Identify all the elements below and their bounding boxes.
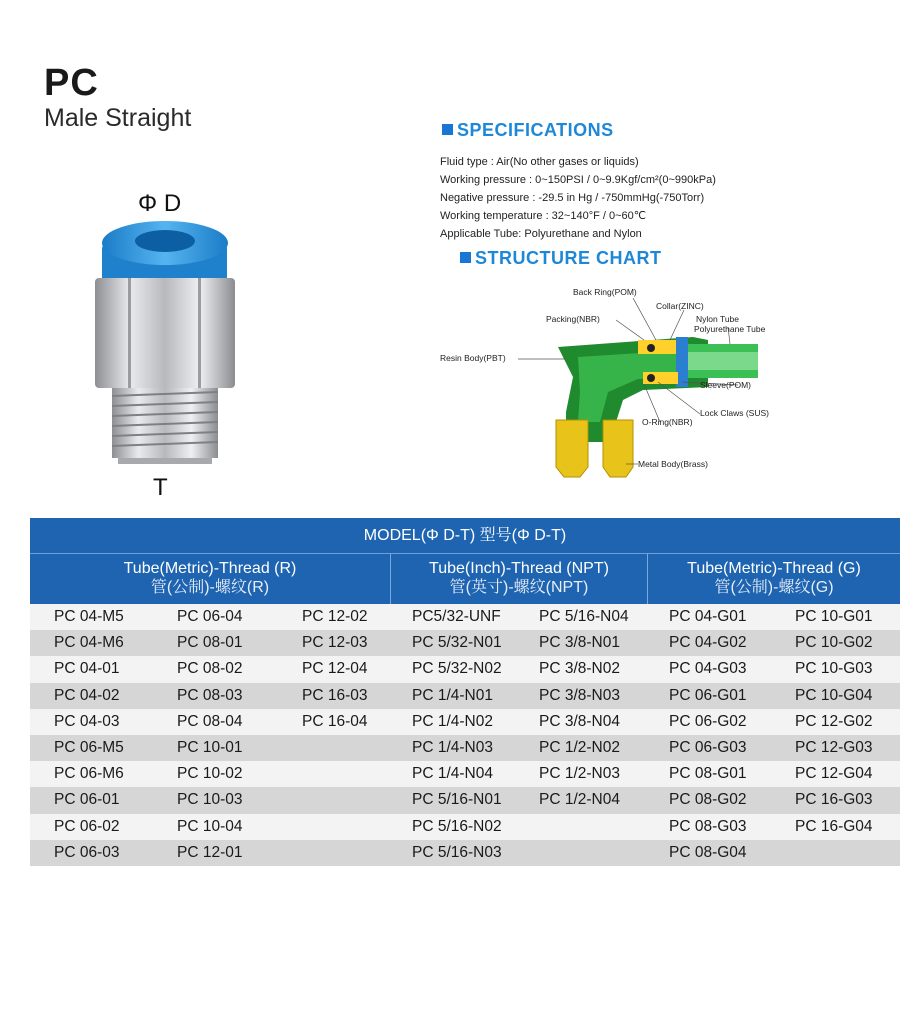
model-cell: PC 08-G04 <box>669 843 747 861</box>
model-cell: PC 16-G03 <box>795 791 873 809</box>
model-cell: PC 1/2-N04 <box>539 791 620 809</box>
label-nylon-tube: Nylon Tube <box>696 314 739 324</box>
table-row <box>30 814 900 840</box>
model-cell: PC 08-02 <box>177 660 243 678</box>
model-cell: PC 06-M6 <box>54 765 124 783</box>
model-cell: PC 1/2-N03 <box>539 765 620 783</box>
table-row <box>30 761 900 787</box>
group-inch-npt-cn: 管(英寸)-螺纹(NPT) <box>449 579 589 596</box>
model-cell: PC 04-M6 <box>54 634 124 652</box>
structure-chart-diagram <box>438 282 778 482</box>
model-cell: PC 1/4-N03 <box>412 738 493 756</box>
model-cell <box>517 814 647 840</box>
model-cell: PC 5/16-N04 <box>539 608 629 625</box>
model-cell: PC 10-G03 <box>795 660 873 678</box>
spec-fluid-type: Fluid type : Air(No other gases or liquids) <box>440 156 639 168</box>
product-name: Male Straight <box>44 104 192 132</box>
label-o-ring: O-Ring(NBR) <box>642 417 693 427</box>
model-cell: PC 10-G01 <box>795 608 873 625</box>
group-inch-npt <box>390 554 647 604</box>
model-cell <box>280 761 390 787</box>
model-cell: PC 10-03 <box>177 791 243 809</box>
model-cell: PC 04-01 <box>54 660 120 678</box>
model-cell <box>280 735 390 761</box>
model-cell: PC 16-G04 <box>795 817 873 835</box>
table-row <box>30 604 900 630</box>
model-cell: PC5/32-UNF <box>412 608 501 625</box>
model-cell: PC 04-M5 <box>54 608 124 625</box>
product-code: PC <box>44 62 99 104</box>
label-packing: Packing(NBR) <box>546 314 600 324</box>
table-row <box>30 656 900 682</box>
model-cell: PC 16-04 <box>302 712 368 730</box>
specifications-heading-text: SPECIFICATIONS <box>457 120 614 140</box>
model-cell: PC 08-G03 <box>669 817 747 835</box>
model-cell <box>773 840 900 866</box>
model-cell: PC 3/8-N02 <box>539 660 620 678</box>
model-cell: PC 06-G02 <box>669 712 747 730</box>
group-metric-g-en: Tube(Metric)-Thread (G) <box>687 560 861 577</box>
bullet-square-icon <box>442 124 453 135</box>
model-cell: PC 12-01 <box>177 843 243 861</box>
model-cell: PC 12-03 <box>302 634 368 652</box>
model-table <box>30 518 900 866</box>
group-inch-npt-en: Tube(Inch)-Thread (NPT) <box>429 560 609 577</box>
model-cell: PC 5/32-N02 <box>412 660 502 678</box>
model-cell: PC 12-G04 <box>795 765 873 783</box>
table-row <box>30 630 900 656</box>
spec-applicable-tube: Applicable Tube: Polyurethane and Nylon <box>440 228 642 240</box>
table-row <box>30 735 900 761</box>
spec-working-pressure: Working pressure : 0~150PSI / 0~9.9Kgf/cm²(0~990kPa) <box>440 174 716 186</box>
model-cell: PC 5/16-N01 <box>412 791 502 809</box>
structure-chart-heading <box>460 248 662 269</box>
model-cell: PC 06-02 <box>54 817 120 835</box>
label-sleeve: Sleeve(POM) <box>700 380 752 390</box>
group-metric-r-en: Tube(Metric)-Thread (R) <box>123 560 297 577</box>
model-cell: PC 04-G01 <box>669 608 747 625</box>
model-cell <box>280 814 390 840</box>
model-cell <box>517 840 647 866</box>
model-cell: PC 1/2-N02 <box>539 738 620 756</box>
group-metric-g <box>647 554 900 604</box>
model-cell: PC 10-G04 <box>795 686 873 704</box>
model-cell: PC 5/16-N02 <box>412 817 502 835</box>
model-cell: PC 12-02 <box>302 608 368 625</box>
table-row <box>30 840 900 866</box>
specifications-list <box>440 153 716 243</box>
model-cell: PC 12-04 <box>302 660 368 678</box>
model-cell: PC 1/4-N02 <box>412 712 493 730</box>
model-cell: PC 3/8-N03 <box>539 686 620 704</box>
fitting-photo <box>90 188 240 498</box>
model-cell: PC 12-G03 <box>795 738 873 756</box>
model-cell: PC 04-02 <box>54 686 120 704</box>
model-cell: PC 5/32-N01 <box>412 634 502 652</box>
label-lock-claws: Lock Claws (SUS) <box>700 408 769 418</box>
group-metric-g-cn: 管(公制)-螺纹(G) <box>714 579 834 596</box>
group-metric-r-cn: 管(公制)-螺纹(R) <box>150 579 270 596</box>
model-header: MODEL(Φ D-T) 型号(Φ D-T) <box>30 518 900 554</box>
table-row <box>30 709 900 735</box>
model-cell: PC 06-01 <box>54 791 120 809</box>
dimension-d-label: Φ D <box>138 190 182 217</box>
model-cell: PC 04-G02 <box>669 634 747 652</box>
model-cell: PC 10-01 <box>177 738 243 756</box>
model-cell: PC 12-G02 <box>795 712 873 730</box>
model-cell: PC 08-01 <box>177 634 243 652</box>
model-cell: PC 1/4-N04 <box>412 765 493 783</box>
spec-working-temperature: Working temperature : 32~140°F / 0~60℃ <box>440 210 647 222</box>
spec-negative-pressure: Negative pressure : -29.5 in Hg / -750mmHg(-750Torr) <box>440 192 705 204</box>
table-body <box>30 604 900 866</box>
table-row <box>30 787 900 813</box>
label-pu-tube: Polyurethane Tube <box>694 324 766 334</box>
label-back-ring: Back Ring(POM) <box>573 287 637 297</box>
model-cell: PC 16-03 <box>302 686 368 704</box>
model-cell <box>280 787 390 813</box>
model-cell: PC 06-M5 <box>54 738 124 756</box>
label-resin-body: Resin Body(PBT) <box>440 353 506 363</box>
model-cell: PC 08-03 <box>177 686 243 704</box>
model-cell: PC 08-04 <box>177 712 243 730</box>
label-collar: Collar(ZINC) <box>656 301 704 311</box>
model-cell: PC 3/8-N01 <box>539 634 620 652</box>
model-cell: PC 06-04 <box>177 608 243 625</box>
model-cell: PC 5/16-N03 <box>412 843 502 861</box>
model-cell: PC 10-G02 <box>795 634 873 652</box>
model-cell <box>280 840 390 866</box>
group-metric-r <box>30 554 390 604</box>
model-cell: PC 06-G01 <box>669 686 747 704</box>
model-cell: PC 08-G02 <box>669 791 747 809</box>
model-cell: PC 06-03 <box>54 843 120 861</box>
model-cell: PC 3/8-N04 <box>539 712 620 730</box>
thread-t-label: T <box>153 474 168 501</box>
group-header-row <box>30 554 900 604</box>
table-row <box>30 683 900 709</box>
structure-chart-heading-text: STRUCTURE CHART <box>475 248 662 268</box>
model-cell: PC 1/4-N01 <box>412 686 493 704</box>
model-cell: PC 08-G01 <box>669 765 747 783</box>
model-cell: PC 04-G03 <box>669 660 747 678</box>
model-cell: PC 10-02 <box>177 765 243 783</box>
model-cell: PC 04-03 <box>54 712 120 730</box>
bullet-square-icon <box>460 252 471 263</box>
model-cell: PC 06-G03 <box>669 738 747 756</box>
label-metal-body: Metal Body(Brass) <box>638 459 708 469</box>
specifications-heading <box>442 120 614 141</box>
model-cell: PC 10-04 <box>177 817 243 835</box>
